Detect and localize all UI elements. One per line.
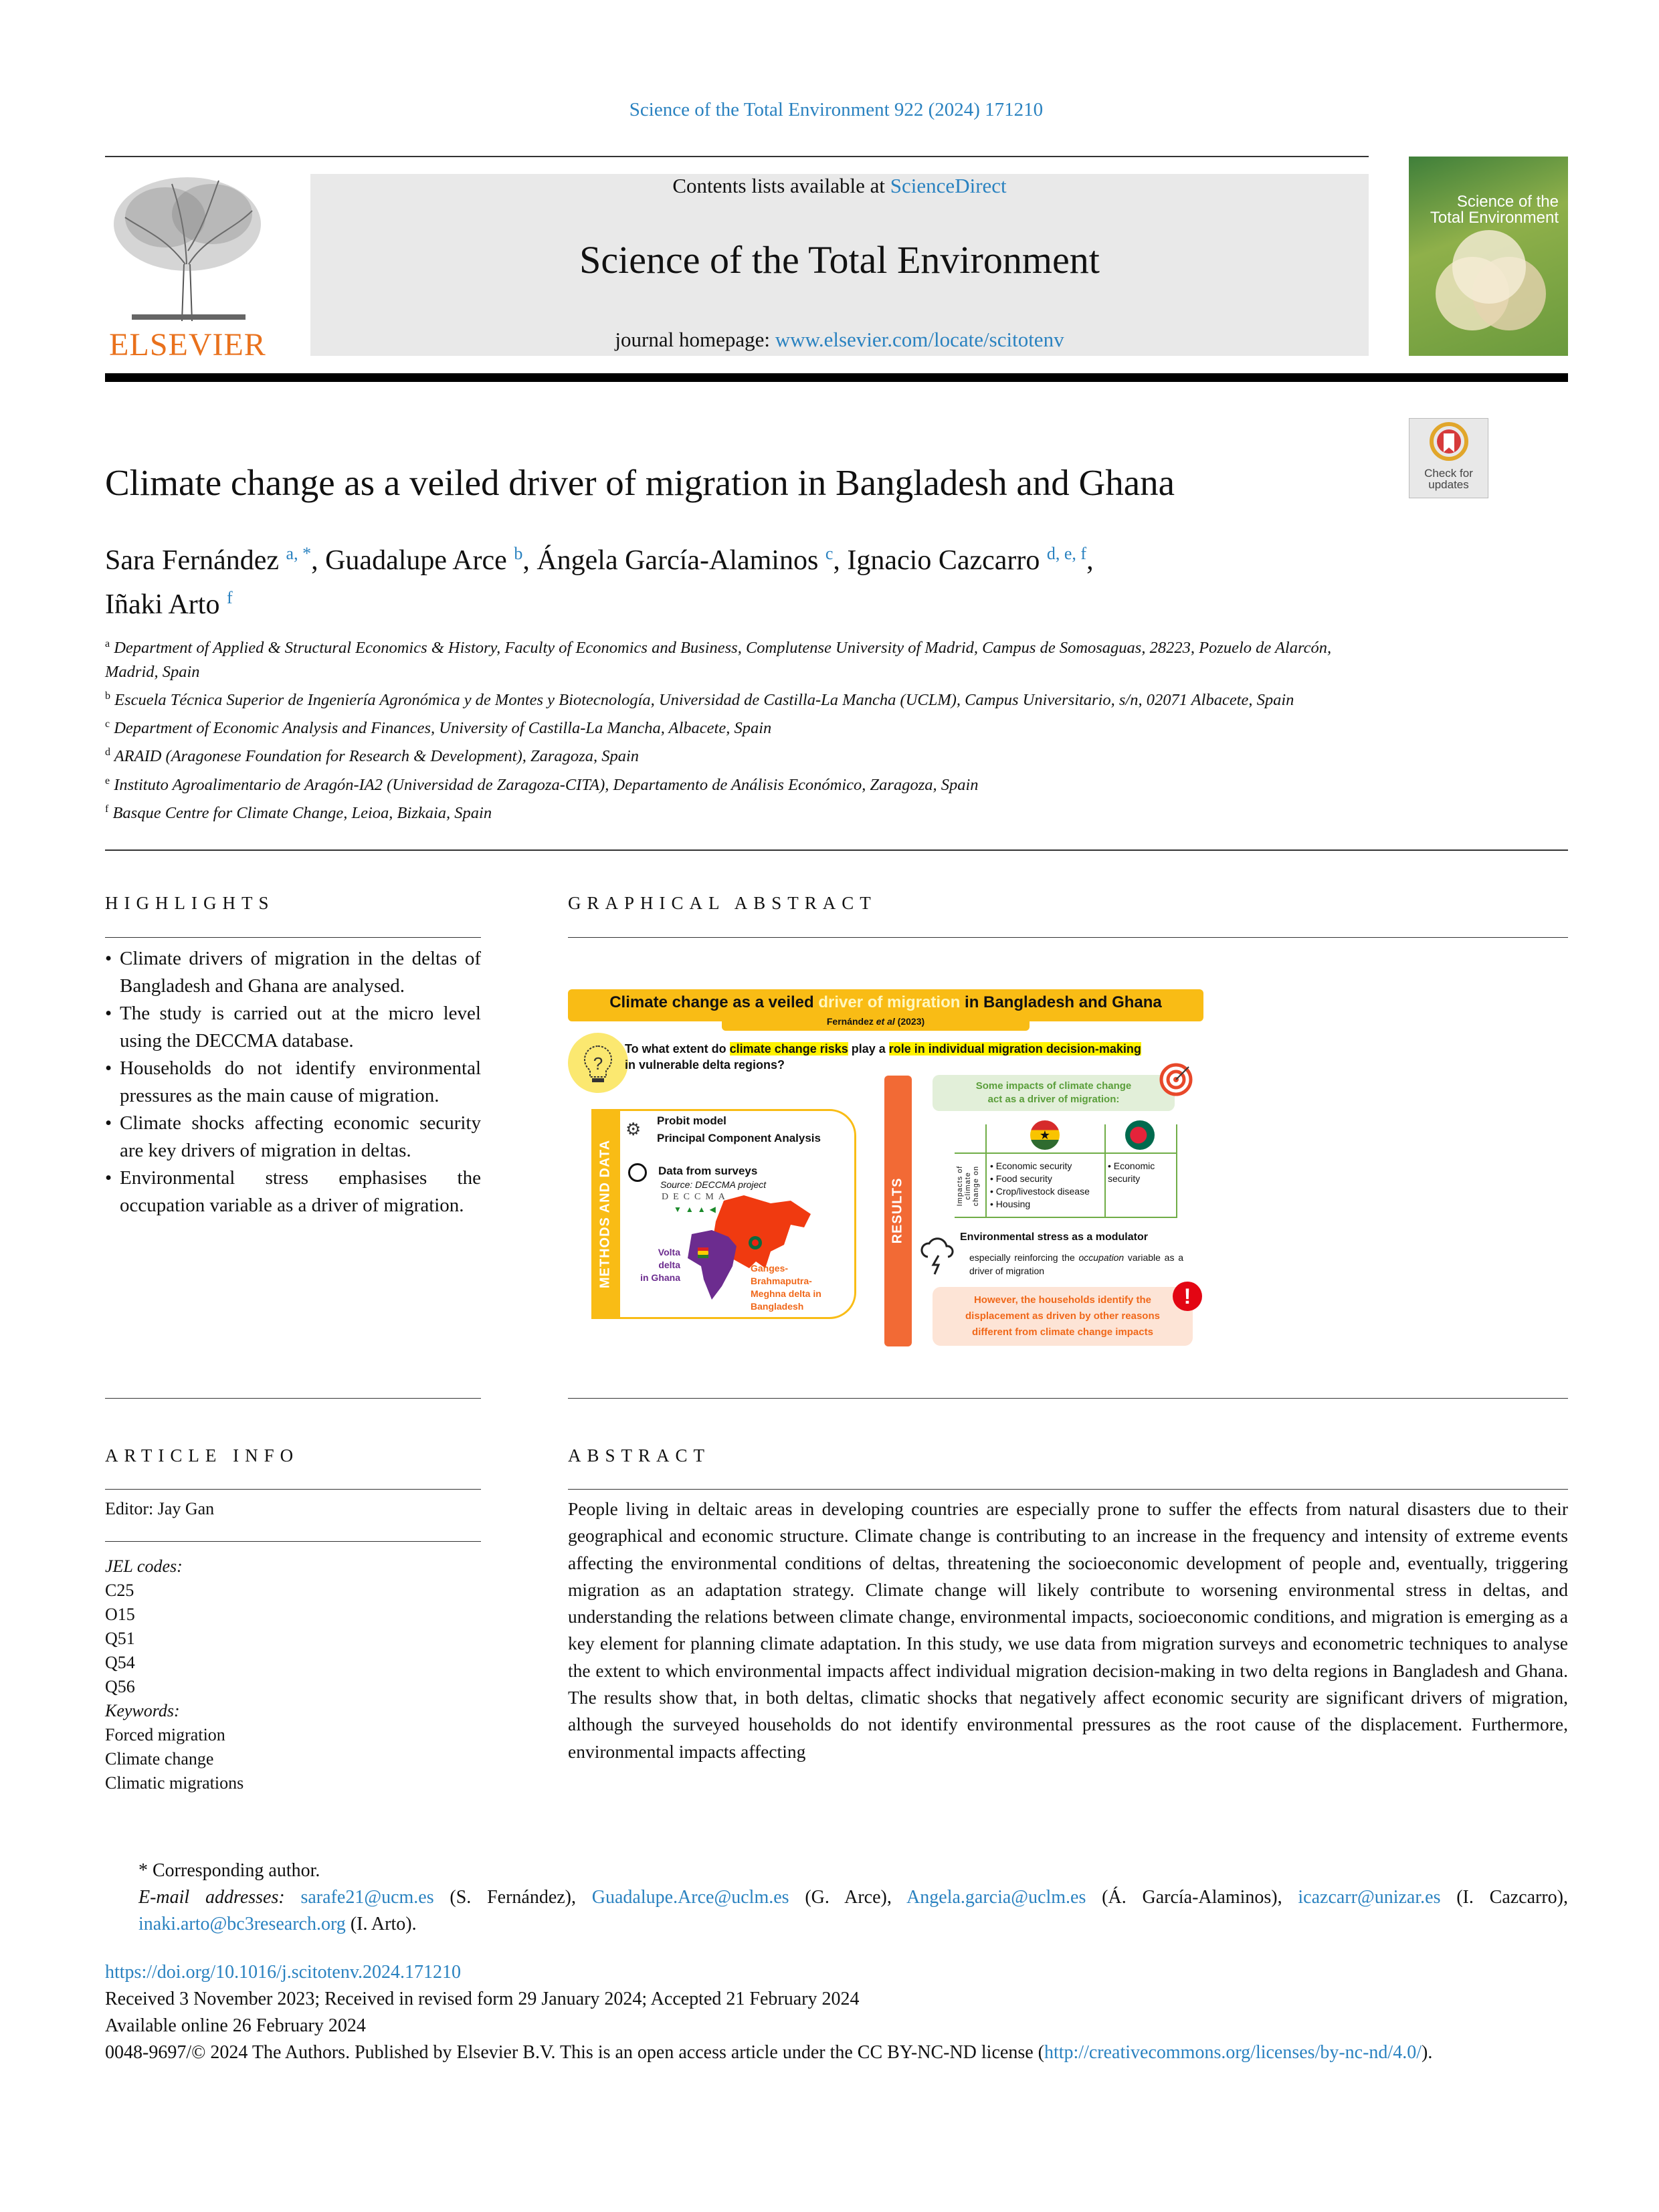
jel-code: Q51 <box>105 1629 135 1648</box>
license-text: 0048-9697/© 2024 The Authors. Published by Elsevier B.V. This is an open access article under the CC BY-NC-ND license ( <box>105 2042 1044 2063</box>
affil-mark: b <box>105 690 110 702</box>
license-statement <box>105 2039 1568 2066</box>
highlights-rule <box>105 937 481 938</box>
affil-text: Instituto Agroalimentario de Aragón-IA2 (Universidad de Zaragoza-CITA), Departamento de Análisis Económico, Zaragoza, Spain <box>114 775 979 794</box>
author-affil-marks[interactable]: a, * <box>286 544 312 563</box>
author[interactable] <box>847 545 1086 576</box>
deccma-triangles-icon: ▼▲▲◀ <box>674 1205 720 1214</box>
however-line: However, the households identify the <box>973 1294 1152 1306</box>
email-link[interactable]: sarafe21@ucm.es <box>300 1887 434 1908</box>
affiliation <box>105 684 1369 712</box>
affiliation <box>105 740 1369 769</box>
however-box <box>933 1287 1193 1346</box>
check-updates-line1: Check for <box>1424 467 1473 480</box>
affil-mark: f <box>105 803 109 815</box>
author-affil-marks[interactable]: b <box>514 544 523 563</box>
elsevier-wordmark: ELSEVIER <box>109 327 266 363</box>
homepage-prefix: journal homepage: <box>615 328 775 351</box>
doi-link[interactable]: https://doi.org/10.1016/j.scitotenv.2024.171210 <box>105 1962 461 1983</box>
highlight-item: • The study is carried out at the micro level using the DECCMA database. <box>105 1000 481 1055</box>
author-name[interactable]: Iñaki Arto <box>105 589 220 620</box>
elsevier-logo[interactable] <box>105 171 270 363</box>
ghana-impacts <box>990 1160 1090 1211</box>
article-info-heading: ARTICLE INFO <box>105 1445 300 1466</box>
affil-mark: c <box>105 718 110 730</box>
highlights-bottom-rule <box>105 1398 481 1399</box>
however-line: different from climate change impacts <box>972 1326 1153 1338</box>
bookmark-icon <box>1429 421 1469 466</box>
abstract-rule <box>568 1489 1568 1490</box>
ga-subtitle-c: (2023) <box>894 1016 925 1027</box>
ga-subtitle-b: et al <box>876 1016 895 1027</box>
ga-question-e: in vulnerable delta regions? <box>625 1058 785 1072</box>
ga-subtitle <box>722 1013 1030 1031</box>
affil-mark: d <box>105 746 110 759</box>
email-label: E-mail addresses: <box>138 1887 285 1908</box>
ga-title-a: Climate change as a veiled <box>609 993 819 1011</box>
received-dates: Received 3 November 2023; Received in revised form 29 January 2024; Accepted 21 February 2024 <box>105 1989 860 2009</box>
env-text-c: variable as a driver of migration <box>969 1252 1183 1276</box>
storm-cloud-icon <box>920 1234 955 1276</box>
journal-reference-link[interactable]: Science of the Total Environment 922 (2024) 171210 <box>629 99 1044 120</box>
lightbulb-question-icon <box>568 1033 628 1093</box>
author-name[interactable]: Ignacio Cazcarro <box>847 545 1040 576</box>
env-text-b: occupation <box>1078 1252 1125 1263</box>
abstract-heading: ABSTRACT <box>568 1445 711 1466</box>
contents-line <box>310 174 1369 198</box>
probit-model-label: Probit model <box>657 1114 726 1127</box>
affiliations <box>105 632 1369 825</box>
affiliation <box>105 632 1369 684</box>
highlights-heading: HIGHLIGHTS <box>105 893 275 913</box>
ganges-line: Ganges- <box>751 1263 789 1274</box>
cover-title-line1: Science of the <box>1456 193 1559 211</box>
env-stress-text <box>969 1251 1183 1278</box>
email-owner: (G. Arce), <box>789 1887 907 1908</box>
keywords-label: Keywords: <box>105 1701 180 1720</box>
row-label: Impacts of climate change on <box>956 1165 980 1207</box>
ghana-impact-text: Food security <box>995 1173 1052 1184</box>
affiliation <box>105 712 1369 740</box>
ghana-impact: • Economic security <box>990 1161 1072 1171</box>
check-updates-line2: updates <box>1428 478 1469 491</box>
cover-title <box>1430 194 1559 226</box>
graphical-abstract-heading: GRAPHICAL ABSTRACT <box>568 893 877 913</box>
ga-question <box>625 1041 1207 1073</box>
ghana-flag-icon: ★ <box>1030 1120 1060 1150</box>
contents-prefix: Contents lists available at <box>672 174 890 197</box>
homepage-line <box>310 328 1369 352</box>
email-link[interactable]: Guadalupe.Arce@uclm.es <box>591 1887 789 1908</box>
env-stress-title: Environmental stress as a modulator <box>960 1231 1148 1243</box>
author[interactable] <box>325 545 522 576</box>
affil-mark: a <box>105 638 110 649</box>
email-owner: (I. Cazcarro), <box>1440 1887 1569 1908</box>
author[interactable] <box>105 589 233 620</box>
journal-title: Science of the Total Environment <box>579 238 1100 282</box>
section-rule <box>105 849 1568 851</box>
however-line: displacement as driven by other reasons <box>965 1310 1160 1322</box>
license-link[interactable]: http://creativecommons.org/licenses/by-nc-nd/4.0/ <box>1044 2042 1422 2063</box>
author[interactable] <box>105 545 311 576</box>
highlight-item: • Climate shocks affecting economic security are key drivers of migration in deltas. <box>105 1110 481 1165</box>
publication-info <box>105 1959 1568 2066</box>
affil-mark: e <box>105 775 110 787</box>
jel-code: Q54 <box>105 1653 135 1672</box>
volta-line: Volta <box>658 1247 680 1258</box>
ghana-impact: • Food security <box>990 1173 1052 1184</box>
affil-text: Department of Applied & Structural Economics & History, Faculty of Economics and Business, Complutense University of Madrid, Campus de Somosaguas, 28223, Pozuelo de Alarcón, Madrid, Spain <box>105 639 1332 682</box>
jel-code: Q56 <box>105 1677 135 1696</box>
keyword: Forced migration <box>105 1725 225 1744</box>
email-link[interactable]: inaki.arto@bc3research.org <box>138 1914 346 1934</box>
table-line <box>1176 1124 1177 1217</box>
ga-question-c: play a <box>848 1042 889 1055</box>
email-owner: (I. Arto). <box>345 1914 417 1934</box>
deccma-logo: DECCMA <box>662 1192 730 1202</box>
bangladesh-impact: • Economic security <box>1108 1161 1155 1184</box>
ghana-impact-text: Housing <box>995 1199 1031 1209</box>
source-label: Source: DECCMA project <box>660 1179 767 1190</box>
graphical-abstract[interactable] <box>568 987 1210 1361</box>
graphical-abstract-bottom-rule <box>568 1398 1568 1399</box>
impacts-line: Some impacts of climate change <box>975 1080 1132 1092</box>
volta-label <box>635 1246 680 1284</box>
env-text-a: especially reinforcing the <box>969 1252 1079 1263</box>
exclamation-icon: ! <box>1173 1282 1202 1311</box>
email-link[interactable]: icazcarr@unizar.es <box>1298 1887 1441 1908</box>
bangladesh-flag-icon <box>1125 1120 1155 1150</box>
editor-rule <box>105 1541 481 1542</box>
author-name[interactable]: Ángela García-Alaminos <box>536 545 819 576</box>
impacts-line: act as a driver of migration: <box>987 1094 1120 1105</box>
license-text-end: ). <box>1422 2042 1433 2063</box>
volta-line: delta <box>658 1260 680 1270</box>
ghana-impact: • Housing <box>990 1199 1031 1209</box>
jel-codes <box>105 1554 243 1795</box>
pca-label: Principal Component Analysis <box>657 1132 821 1144</box>
table-line <box>985 1124 987 1217</box>
header-thick-rule <box>105 373 1568 382</box>
highlight-item: • Households do not identify environmental pressures as the main cause of migration. <box>105 1055 481 1110</box>
jel-code: C25 <box>105 1581 134 1600</box>
target-icon <box>1159 1063 1193 1096</box>
gear-icon: ⚙ <box>625 1119 642 1139</box>
affil-text: Department of Economic Analysis and Finances, University of Castilla-La Mancha, Albacete, Spain <box>114 719 772 738</box>
editor: Editor: Jay Gan <box>105 1499 215 1518</box>
ga-title-b: driver of migration <box>818 993 961 1011</box>
keyword: Climate change <box>105 1749 214 1769</box>
table-line <box>955 1217 1177 1218</box>
ghana-impact-text: Economic security <box>995 1161 1072 1171</box>
ganges-line: Bangladesh <box>751 1301 804 1312</box>
svg-text:?: ? <box>593 1053 603 1074</box>
ganges-line: Brahmaputra- <box>751 1276 812 1286</box>
graphical-abstract-rule <box>568 937 1568 938</box>
author-name[interactable]: Guadalupe Arce <box>325 545 507 576</box>
impacts-box <box>933 1075 1175 1111</box>
magnifier-chart-icon <box>628 1163 647 1182</box>
bangladesh-impact-text: Economic security <box>1108 1161 1155 1184</box>
highlight-item: • Climate drivers of migration in the deltas of Bangladesh and Ghana are analysed. <box>105 945 481 1000</box>
journal-reference[interactable] <box>0 99 1659 121</box>
ganges-line: Meghna delta in <box>751 1288 821 1299</box>
article-info-rule <box>105 1489 481 1490</box>
author-list: Sara Fernández $^{a, *}$, Guadalupe Arce $^b$, Ángela García-Alaminos $^c$, Ignacio Cazcarro $^{d, e, f}$, Iñaki Arto $^f$ <box>105 544 1094 620</box>
homepage-link[interactable]: www.elsevier.com/locate/scitotenv <box>775 328 1064 351</box>
author-name[interactable]: Sara Fernández <box>105 545 280 576</box>
email-addresses <box>105 1884 1568 1938</box>
ga-question-a: To what extent do <box>625 1042 730 1055</box>
cover-title-line2: Total Environment <box>1430 209 1559 227</box>
abstract-text: People living in deltaic areas in developing countries are especially prone to suffer the effects from natural disasters due to their geographical and economic structure. Climate change is contributing to an increase in the frequency and intensity of extreme events affecting the environmental conditions of deltas, threatening the socioeconomic development of people and, eventually, triggering migration as an adaptation strategy. Climate change will likely contribute to worsening environmental stress in deltas, and understanding the relations between climate change, environmental impacts, socioeconomic conditions, and migration is emerging as a key element for planning climate adaptation. In this study, we use data from migration surveys and econometric techniques to analyse the extent to which environmental impacts affect individual migration decision-making in two delta regions in Bangladesh and Ghana. The results show that, in both deltas, climatic shocks that negatively affect economic security are significant drivers of migration, although the surveyed households do not identify environmental pressures as the root cause of the displacement. Furthermore, environmental impacts affecting <box>568 1498 1568 1762</box>
journal-cover-image[interactable] <box>1409 157 1568 356</box>
email-owner: (Á. García-Alaminos), <box>1086 1887 1298 1908</box>
jel-label: JEL codes: <box>105 1556 183 1576</box>
highlight-item: • Environmental stress emphasises the occupation variable as a driver of migration. <box>105 1165 481 1219</box>
author-affil-marks[interactable]: f <box>226 588 233 607</box>
elsevier-tree-icon <box>105 171 270 324</box>
author-affil-marks[interactable]: d, e, f <box>1046 544 1087 563</box>
ga-title-c: in Bangladesh and Ghana <box>960 993 1162 1011</box>
affiliation <box>105 797 1369 825</box>
volta-line: in Ghana <box>640 1272 680 1283</box>
email-owner: (S. Fernández), <box>433 1887 592 1908</box>
keyword: Climatic migrations <box>105 1773 244 1793</box>
ganges-label <box>751 1262 821 1313</box>
table-line <box>1104 1124 1106 1217</box>
affiliation <box>105 769 1369 797</box>
ga-subtitle-a: Fernández <box>826 1016 876 1027</box>
table-line <box>955 1152 1177 1154</box>
ga-question-b: climate change risks <box>729 1042 848 1055</box>
header-rule <box>105 156 1369 157</box>
methods-label: METHODS AND DATA <box>597 1139 613 1289</box>
ghana-impact-text: Crop/livestock disease <box>995 1186 1090 1197</box>
article-title: Climate change as a veiled driver of migration in Bangladesh and Ghana <box>105 462 1175 503</box>
surveys-label: Data from surveys <box>658 1165 758 1177</box>
author[interactable] <box>536 545 833 576</box>
sciencedirect-link[interactable]: ScienceDirect <box>890 174 1007 197</box>
ga-question-d: role in individual migration decision-making <box>888 1042 1141 1055</box>
available-online: Available online 26 February 2024 <box>105 2015 366 2036</box>
ghana-impact: • Crop/livestock disease <box>990 1186 1090 1197</box>
journal-header-box <box>310 174 1369 356</box>
author-affil-marks[interactable]: c <box>825 544 834 563</box>
email-link[interactable]: Angela.garcia@uclm.es <box>906 1887 1086 1908</box>
corresponding-author-note: * Corresponding author. <box>138 1860 320 1881</box>
highlights-list <box>105 945 481 1219</box>
affil-text: ARAID (Aragonese Foundation for Research & Development), Zaragoza, Spain <box>114 747 640 766</box>
check-for-updates-button[interactable] <box>1409 418 1488 498</box>
jel-code: O15 <box>105 1605 135 1624</box>
affil-text: Basque Centre for Climate Change, Leioa, Bizkaia, Spain <box>112 803 492 822</box>
results-label: RESULTS <box>890 1177 905 1244</box>
affil-text: Escuela Técnica Superior de Ingeniería Agronómica y de Montes y Biotecnología, Universidad de Castilla-La Mancha (UCLM), Campus Universitario, s/n, 02071 Albacete, Spain <box>114 691 1294 710</box>
